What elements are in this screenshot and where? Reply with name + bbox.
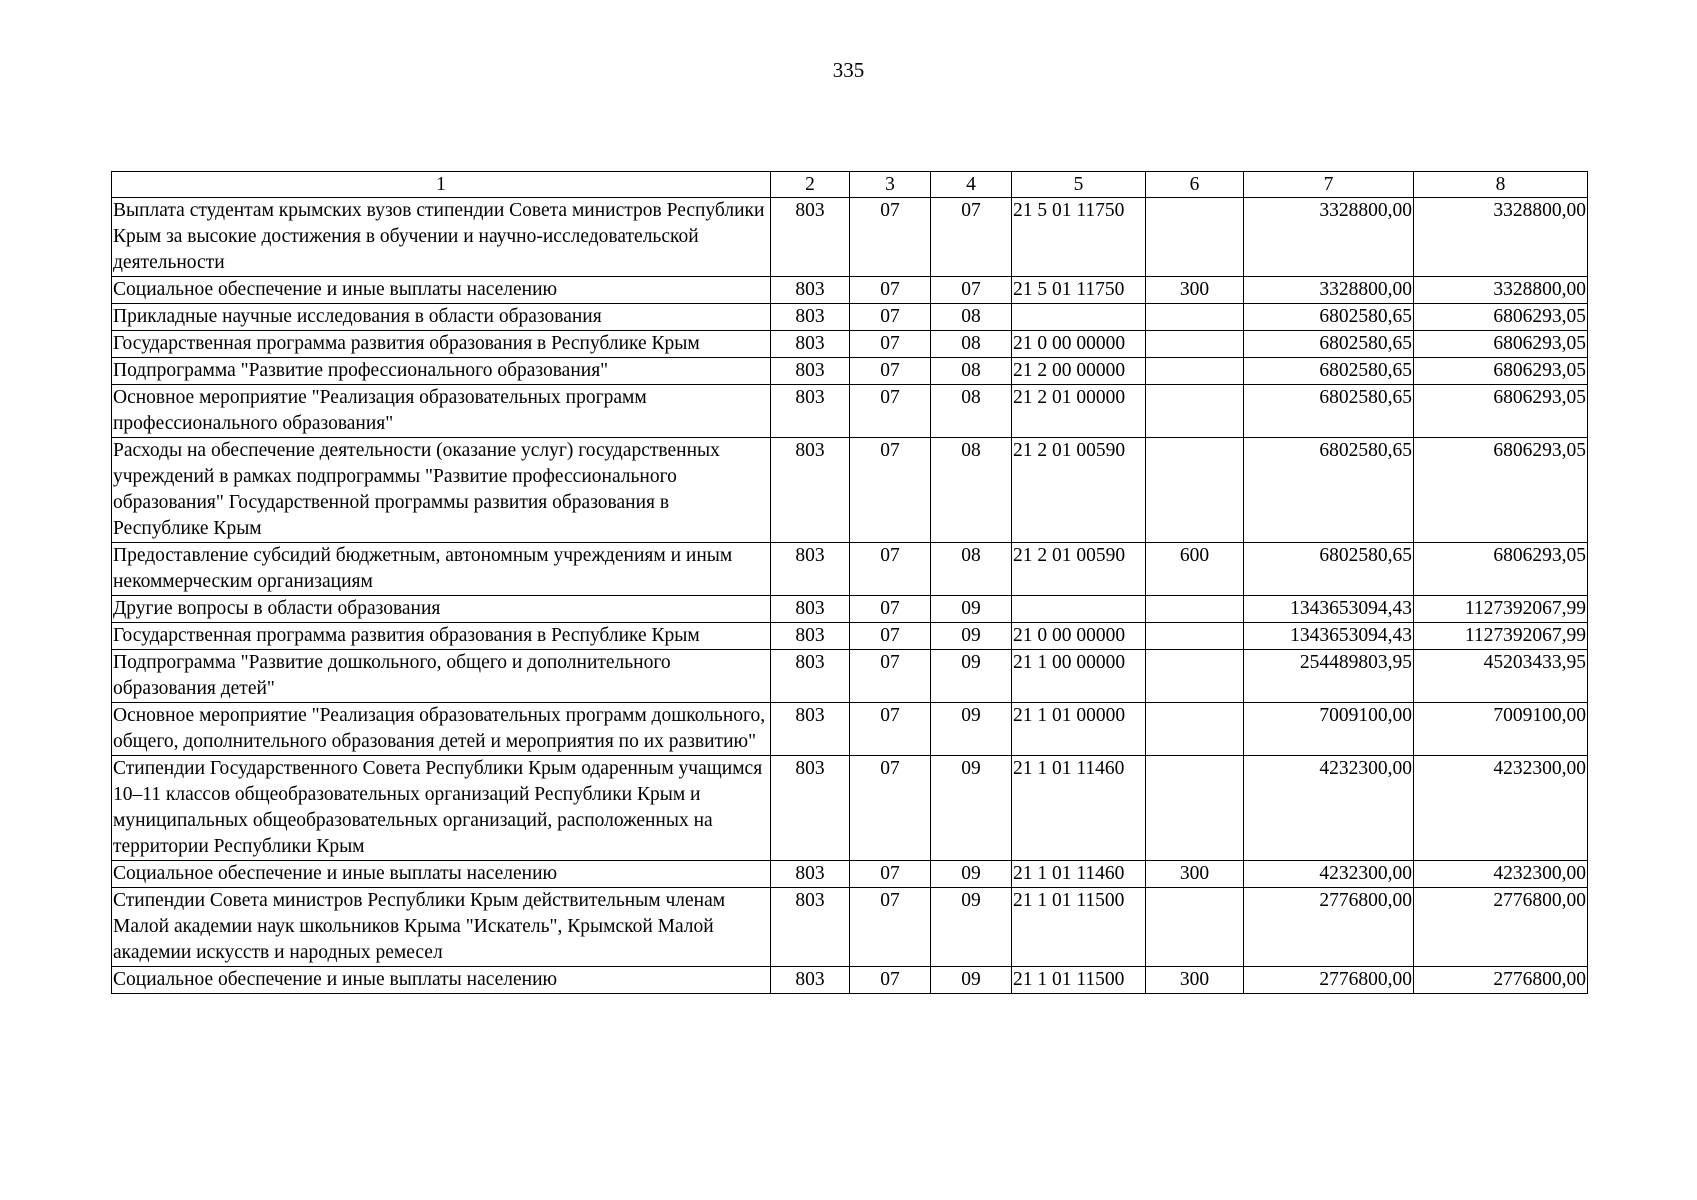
amount-year2-cell: 6806293,05 (1414, 358, 1588, 385)
amount-year2-cell: 4232300,00 (1414, 861, 1588, 888)
subsection-cell: 08 (931, 331, 1012, 358)
section-cell: 07 (850, 861, 931, 888)
table-row (112, 358, 1588, 385)
expense-type-cell (1146, 650, 1244, 703)
row-name-cell: Расходы на обеспечение деятельности (оказание услуг) государственных учреждений в рамках подпрограммы "Развитие профессионального образования" Государственной программы развития образования в Республике Крым (112, 438, 771, 543)
amount-year1-cell: 3328800,00 (1244, 277, 1414, 304)
target-article-cell: 21 2 00 00000 (1012, 358, 1146, 385)
amount-year2-cell: 2776800,00 (1414, 967, 1588, 994)
target-article-cell: 21 5 01 11750 (1012, 198, 1146, 277)
amount-year1-cell: 4232300,00 (1244, 756, 1414, 861)
amount-year2-cell: 6806293,05 (1414, 385, 1588, 438)
table-row (112, 703, 1588, 756)
table-row (112, 438, 1588, 543)
amount-year1-cell: 6802580,65 (1244, 385, 1414, 438)
table-header-row (112, 172, 1588, 198)
expense-type-cell (1146, 198, 1244, 277)
amount-year1-cell: 6802580,65 (1244, 331, 1414, 358)
target-article-cell: 21 1 01 00000 (1012, 703, 1146, 756)
row-name-cell: Стипендии Государственного Совета Республики Крым одаренным учащимся 10–11 классов общеобразовательных организаций Республики Крым и муниципальных общеобразовательных организаций, расположенных на территории Республики Крым (112, 756, 771, 861)
amount-year1-cell: 254489803,95 (1244, 650, 1414, 703)
expense-type-cell: 300 (1146, 861, 1244, 888)
header-cell-7: 7 (1244, 172, 1414, 198)
amount-year2-cell: 4232300,00 (1414, 756, 1588, 861)
department-code-cell: 803 (771, 861, 850, 888)
section-cell: 07 (850, 756, 931, 861)
expense-type-cell (1146, 385, 1244, 438)
department-code-cell: 803 (771, 358, 850, 385)
department-code-cell: 803 (771, 967, 850, 994)
section-cell: 07 (850, 198, 931, 277)
section-cell: 07 (850, 331, 931, 358)
section-cell: 07 (850, 385, 931, 438)
target-article-cell (1012, 304, 1146, 331)
department-code-cell: 803 (771, 277, 850, 304)
table-row (112, 861, 1588, 888)
amount-year2-cell: 6806293,05 (1414, 331, 1588, 358)
section-cell: 07 (850, 703, 931, 756)
budget-table (111, 171, 1588, 994)
header-cell-5: 5 (1012, 172, 1146, 198)
department-code-cell: 803 (771, 756, 850, 861)
header-cell-4: 4 (931, 172, 1012, 198)
subsection-cell: 09 (931, 623, 1012, 650)
amount-year1-cell: 2776800,00 (1244, 967, 1414, 994)
row-name-cell: Стипендии Совета министров Республики Крым действительным членам Малой академии наук школьников Крыма "Искатель", Крымской Малой академии искусств и народных ремесел (112, 888, 771, 967)
row-name-cell: Социальное обеспечение и иные выплаты населению (112, 861, 771, 888)
row-name-cell: Основное мероприятие "Реализация образовательных программ профессионального образования" (112, 385, 771, 438)
target-article-cell: 21 1 01 11500 (1012, 888, 1146, 967)
subsection-cell: 08 (931, 385, 1012, 438)
department-code-cell: 803 (771, 385, 850, 438)
department-code-cell: 803 (771, 331, 850, 358)
table-row (112, 277, 1588, 304)
target-article-cell: 21 1 01 11460 (1012, 756, 1146, 861)
header-cell-3: 3 (850, 172, 931, 198)
expense-type-cell (1146, 304, 1244, 331)
table-row (112, 198, 1588, 277)
row-name-cell: Социальное обеспечение и иные выплаты населению (112, 277, 771, 304)
subsection-cell: 09 (931, 861, 1012, 888)
subsection-cell: 08 (931, 543, 1012, 596)
amount-year1-cell: 6802580,65 (1244, 543, 1414, 596)
amount-year1-cell: 6802580,65 (1244, 438, 1414, 543)
department-code-cell: 803 (771, 596, 850, 623)
header-cell-6: 6 (1146, 172, 1244, 198)
amount-year2-cell: 1127392067,99 (1414, 623, 1588, 650)
row-name-cell: Подпрограмма "Развитие профессионального образования" (112, 358, 771, 385)
target-article-cell: 21 5 01 11750 (1012, 277, 1146, 304)
department-code-cell: 803 (771, 703, 850, 756)
amount-year1-cell: 7009100,00 (1244, 703, 1414, 756)
table-row (112, 888, 1588, 967)
row-name-cell: Подпрограмма "Развитие дошкольного, общего и дополнительного образования детей" (112, 650, 771, 703)
page-number: 335 (832, 58, 865, 82)
section-cell: 07 (850, 967, 931, 994)
section-cell: 07 (850, 358, 931, 385)
amount-year2-cell: 1127392067,99 (1414, 596, 1588, 623)
subsection-cell: 09 (931, 596, 1012, 623)
section-cell: 07 (850, 596, 931, 623)
expense-type-cell (1146, 596, 1244, 623)
row-name-cell: Государственная программа развития образования в Республике Крым (112, 331, 771, 358)
section-cell: 07 (850, 304, 931, 331)
target-article-cell: 21 2 01 00590 (1012, 543, 1146, 596)
header-cell-2: 2 (771, 172, 850, 198)
department-code-cell: 803 (771, 438, 850, 543)
amount-year2-cell: 2776800,00 (1414, 888, 1588, 967)
amount-year1-cell: 3328800,00 (1244, 198, 1414, 277)
row-name-cell: Социальное обеспечение и иные выплаты населению (112, 967, 771, 994)
table-row (112, 596, 1588, 623)
table-row (112, 304, 1588, 331)
row-name-cell: Прикладные научные исследования в области образования (112, 304, 771, 331)
section-cell: 07 (850, 277, 931, 304)
row-name-cell: Выплата студентам крымских вузов стипендии Совета министров Республики Крым за высокие достижения в обучении и научно-исследовательской деятельности (112, 198, 771, 277)
amount-year1-cell: 2776800,00 (1244, 888, 1414, 967)
subsection-cell: 07 (931, 277, 1012, 304)
subsection-cell: 08 (931, 304, 1012, 331)
expense-type-cell: 600 (1146, 543, 1244, 596)
amount-year2-cell: 3328800,00 (1414, 277, 1588, 304)
subsection-cell: 07 (931, 198, 1012, 277)
header-cell-8: 8 (1414, 172, 1588, 198)
amount-year1-cell: 1343653094,43 (1244, 596, 1414, 623)
amount-year1-cell: 6802580,65 (1244, 304, 1414, 331)
subsection-cell: 09 (931, 650, 1012, 703)
expense-type-cell: 300 (1146, 277, 1244, 304)
budget-table-body (112, 172, 1588, 994)
subsection-cell: 09 (931, 756, 1012, 861)
target-article-cell: 21 1 00 00000 (1012, 650, 1146, 703)
expense-type-cell (1146, 756, 1244, 861)
table-row (112, 331, 1588, 358)
table-row (112, 967, 1588, 994)
amount-year1-cell: 1343653094,43 (1244, 623, 1414, 650)
target-article-cell: 21 2 01 00590 (1012, 438, 1146, 543)
expense-type-cell (1146, 358, 1244, 385)
row-name-cell: Государственная программа развития образования в Республике Крым (112, 623, 771, 650)
row-name-cell: Другие вопросы в области образования (112, 596, 771, 623)
section-cell: 07 (850, 623, 931, 650)
row-name-cell: Основное мероприятие "Реализация образовательных программ дошкольного, общего, дополнительного образования детей и мероприятия по их развитию" (112, 703, 771, 756)
amount-year2-cell: 45203433,95 (1414, 650, 1588, 703)
subsection-cell: 09 (931, 703, 1012, 756)
target-article-cell: 21 0 00 00000 (1012, 331, 1146, 358)
amount-year2-cell: 6806293,05 (1414, 438, 1588, 543)
amount-year1-cell: 4232300,00 (1244, 861, 1414, 888)
amount-year2-cell: 6806293,05 (1414, 543, 1588, 596)
expense-type-cell: 300 (1146, 967, 1244, 994)
department-code-cell: 803 (771, 543, 850, 596)
table-row (112, 650, 1588, 703)
target-article-cell: 21 1 01 11460 (1012, 861, 1146, 888)
department-code-cell: 803 (771, 304, 850, 331)
amount-year2-cell: 7009100,00 (1414, 703, 1588, 756)
expense-type-cell (1146, 703, 1244, 756)
table-row (112, 385, 1588, 438)
subsection-cell: 08 (931, 438, 1012, 543)
department-code-cell: 803 (771, 198, 850, 277)
table-row (112, 543, 1588, 596)
amount-year2-cell: 3328800,00 (1414, 198, 1588, 277)
header-cell-1: 1 (112, 172, 771, 198)
subsection-cell: 09 (931, 888, 1012, 967)
section-cell: 07 (850, 438, 931, 543)
target-article-cell: 21 1 01 11500 (1012, 967, 1146, 994)
table-row (112, 623, 1588, 650)
department-code-cell: 803 (771, 650, 850, 703)
expense-type-cell (1146, 438, 1244, 543)
section-cell: 07 (850, 650, 931, 703)
row-name-cell: Предоставление субсидий бюджетным, автономным учреждениям и иным некоммерческим организациям (112, 543, 771, 596)
department-code-cell: 803 (771, 888, 850, 967)
expense-type-cell (1146, 623, 1244, 650)
amount-year2-cell: 6806293,05 (1414, 304, 1588, 331)
section-cell: 07 (850, 543, 931, 596)
expense-type-cell (1146, 888, 1244, 967)
table-row (112, 756, 1588, 861)
subsection-cell: 09 (931, 967, 1012, 994)
expense-type-cell (1146, 331, 1244, 358)
amount-year1-cell: 6802580,65 (1244, 358, 1414, 385)
target-article-cell (1012, 596, 1146, 623)
section-cell: 07 (850, 888, 931, 967)
target-article-cell: 21 0 00 00000 (1012, 623, 1146, 650)
department-code-cell: 803 (771, 623, 850, 650)
subsection-cell: 08 (931, 358, 1012, 385)
target-article-cell: 21 2 01 00000 (1012, 385, 1146, 438)
